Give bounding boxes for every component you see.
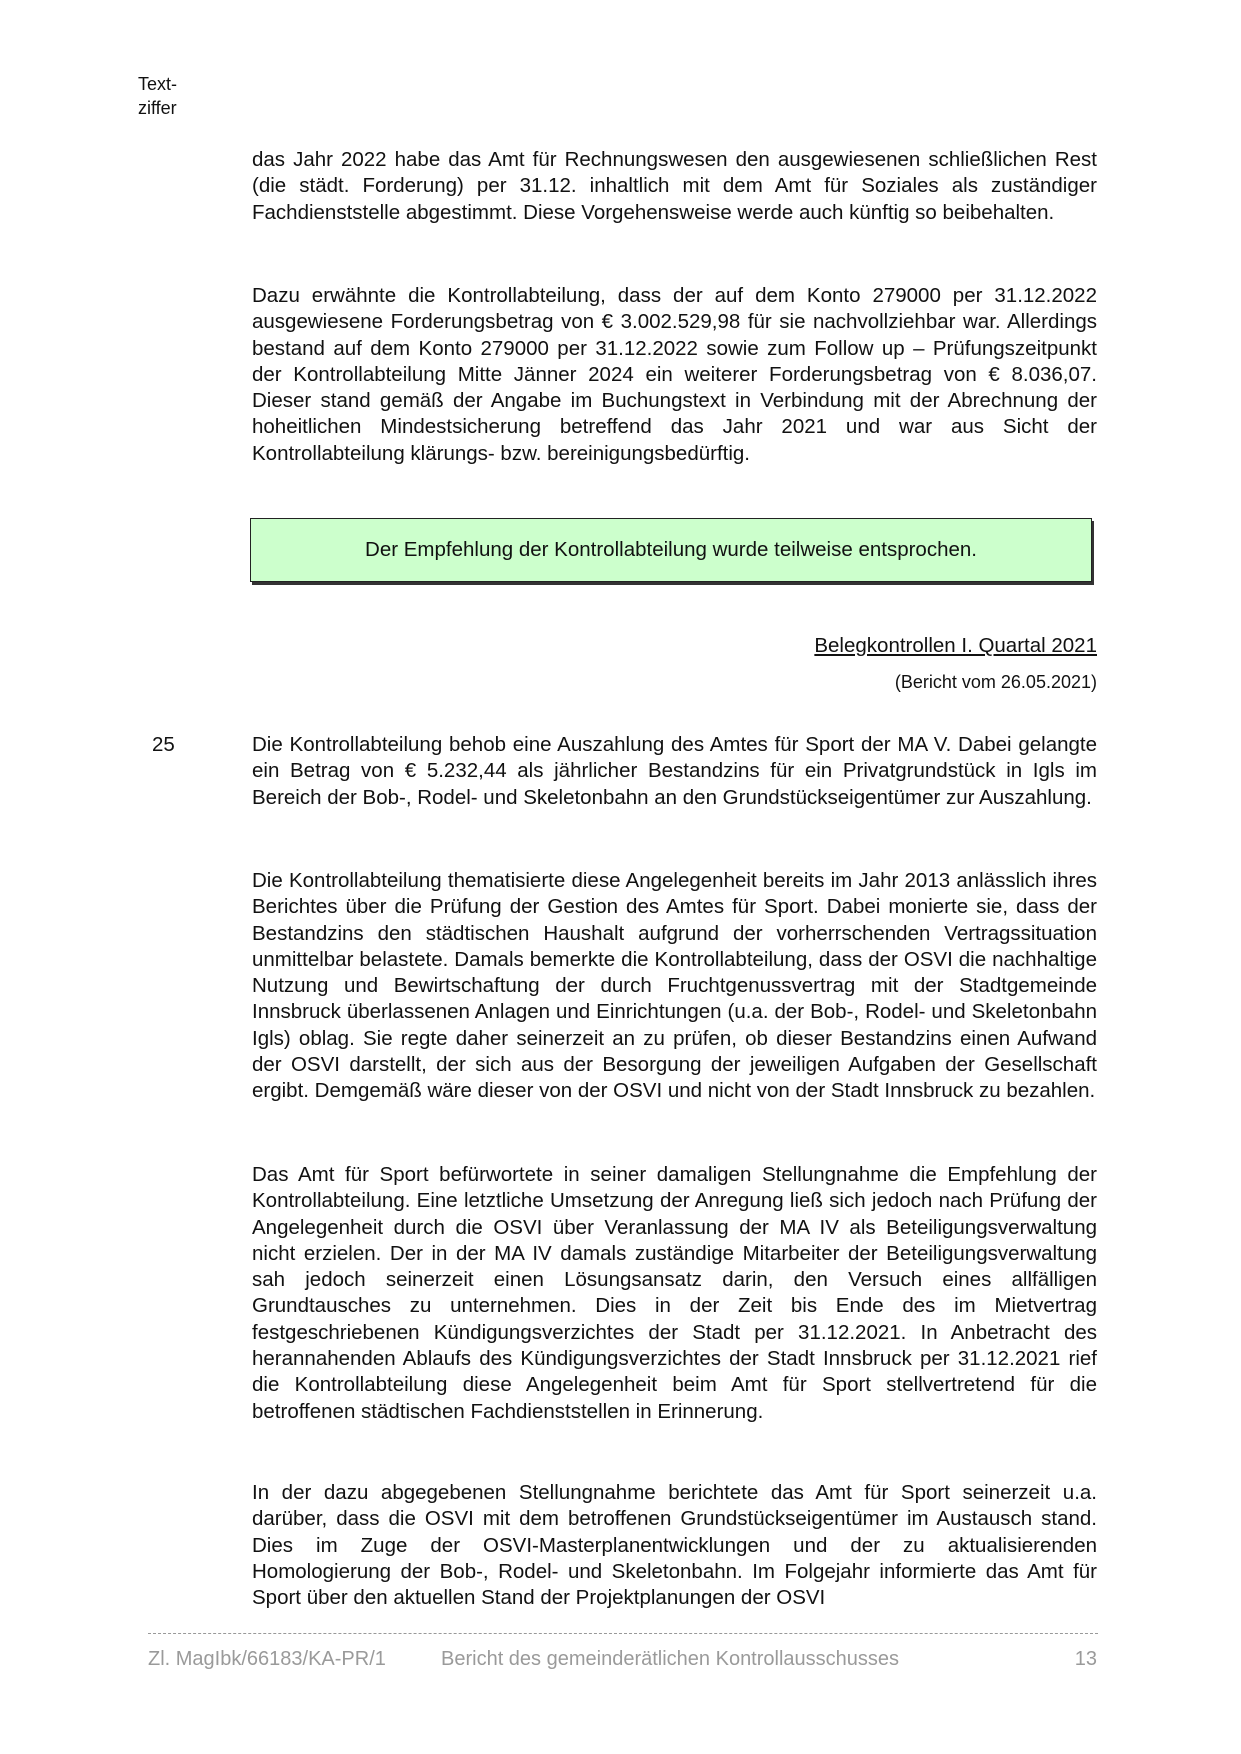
paragraph-continuation <box>252 147 1097 226</box>
footer-title: Bericht des gemeinderätlichen Kontrollausschusses <box>441 1648 900 1670</box>
paragraph: Die Kontrollabteilung behob eine Auszahlung des Amtes für Sport der MA V. Dabei gelangte ein Betrag von € 5.232,44 als jährlicher Bestandzins für ein Privatgrundstück in Igls im Bereich der Bob-, Rodel- und Skeletonbahn an den Grundstückseigentümer zur Auszahlung. <box>252 733 1097 809</box>
recommendation-status-text: Der Empfehlung der Kontrollabteilung wurde teilweise entsprochen. <box>365 538 977 561</box>
textziffer-number: 25 <box>152 733 175 756</box>
paragraph-block <box>252 868 1097 1105</box>
paragraph-block <box>252 732 1097 811</box>
paragraph-block <box>252 283 1097 467</box>
section-title: Belegkontrollen I. Quartal 2021 <box>814 634 1097 657</box>
footer-divider <box>148 1633 1098 1634</box>
margin-label-line-1: Text- <box>138 74 178 94</box>
paragraph: Das Amt für Sport befürwortete in seiner damaligen Stellungnahme die Empfehlung der Kontrollabteilung. Eine letztliche Umsetzung der Anregung ließ sich jedoch nach Prüfung der Angelegenheit durch die OSVI über Veranlassung der MA IV als Beteiligungsverwaltung nicht erzielen. Der in der MA IV damals zuständige Mitarbeiter der Beteiligungsverwaltung sah jedoch seinerzeit einen Lösungsansatz darin, den Versuch eines allfälligen Grundtausches zu unternehmen. Dies in der Zeit bis Ende des im Mietvertrag festgeschriebenen Kündigungsverzichtes der Stadt per 31.12.2021. In Anbetracht des herannahenden Ablaufs des Kündigungsverzichtes der Stadt Innsbruck per 31.12.2021 rief die Kontrollabteilung diese Angelegenheit beim Amt für Sport stellvertretend für die betroffenen städtischen Fachdienststellen in Erinnerung. <box>252 1163 1097 1423</box>
paragraph: Die Kontrollabteilung thematisierte diese Angelegenheit bereits im Jahr 2013 anlässlich ihres Berichtes über die Prüfung der Gestion des Amtes für Sport. Dabei monierte sie, dass der Bestandzins den städtischen Haushalt aufgrund der vorherrschenden Vertragssituation unmittelbar belastete. Damals bemerkte die Kontrollabteilung, dass der OSVI die nachhaltige Nutzung und Bewirtschaftung der durch Fruchtgenussvertrag mit der Stadtgemeinde Innsbruck überlassenen Anlagen und Einrichtungen (u.a. der Bob-, Rodel- und Skeletonbahn Igls) oblag. Sie regte daher seinerzeit an zu prüfen, ob dieser Bestandzins einen Aufwand der OSVI darstellt, der sich aus der Besorgung der jeweiligen Aufgaben der Gesellschaft ergibt. Demgemäß wäre dieser von der OSVI und nicht von der Stadt Innsbruck zu bezahlen. <box>252 869 1097 1103</box>
paragraph-block <box>252 1480 1097 1611</box>
paragraph-block <box>252 1162 1097 1425</box>
page-number: 13 <box>1074 1648 1097 1670</box>
recommendation-status-box <box>250 518 1092 582</box>
margin-label-line-2: ziffer <box>138 98 177 118</box>
section-subtitle: (Bericht vom 26.05.2021) <box>894 672 1097 692</box>
paragraph: In der dazu abgegebenen Stellungnahme berichtete das Amt für Sport seinerzeit u.a. darüber, dass die OSVI mit dem betroffenen Grundstückseigentümer im Austausch stand. Dies im Zuge der OSVI-Masterplanentwicklungen und der zu aktualisierenden Homologierung der Bob-, Rodel- und Skeletonbahn. Im Folgejahr informierte das Amt für Sport über den aktuellen Stand der Projektplanungen der OSVI <box>252 1481 1097 1610</box>
paragraph: Dazu erwähnte die Kontrollabteilung, dass der auf dem Konto 279000 per 31.12.2022 ausgewiesene Forderungsbetrag von € 3.002.529,98 für sie nachvollziehbar war. Allerdings bestand auf dem Konto 279000 per 31.12.2022 sowie zum Follow up – Prüfungszeitpunkt der Kontrollabteilung Mitte Jänner 2024 ein weiterer Forderungsbetrag von € 8.036,07. Dieser stand gemäß der Angabe im Buchungstext in Verbindung mit der Abrechnung der hoheitlichen Mindestsicherung betreffend das Jahr 2021 und war aus Sicht der Kontrollabteilung klärungs- bzw. bereinigungsbedürftig. <box>252 284 1097 465</box>
textziffer-column-label <box>138 72 177 120</box>
paragraph: das Jahr 2022 habe das Amt für Rechnungswesen den ausgewiesenen schließlichen Rest (die städt. Forderung) per 31.12. inhaltlich mit dem Amt für Soziales als zuständiger Fachdienststelle abgestimmt. Diese Vorgehensweise werde auch künftig so beibehalten. <box>252 148 1097 224</box>
footer-reference: Zl. MagIbk/66183/KA-PR/1 <box>148 1648 386 1670</box>
